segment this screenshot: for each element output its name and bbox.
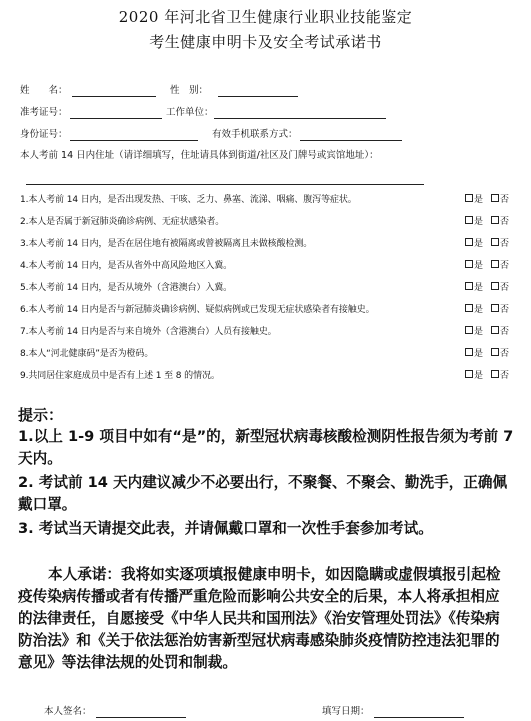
no-option[interactable] xyxy=(491,346,509,359)
checkbox-yes[interactable] xyxy=(465,282,473,290)
tip-item-1: 1.以上 1-9 项目中如有“是”的，新型冠状病毒核酸检测阴性报告须为考前 7 天内。 xyxy=(18,428,514,467)
gender-label: 性 别： xyxy=(170,85,209,96)
checkbox-yes[interactable] xyxy=(465,238,473,246)
no-option[interactable] xyxy=(491,368,509,381)
checkbox-no[interactable] xyxy=(491,238,499,246)
yes-label: 是 xyxy=(474,239,484,249)
yes-label: 是 xyxy=(474,349,484,359)
no-label: 否 xyxy=(500,261,510,271)
title-line-2: 考生健康申明卡及安全考试承诺书 xyxy=(149,33,382,51)
question-2: 2.本人是否属于新冠肺炎确诊病例、无症状感染者。 xyxy=(20,217,225,227)
date-field[interactable] xyxy=(374,717,464,718)
yes-option[interactable] xyxy=(465,258,483,271)
yes-label: 是 xyxy=(474,261,484,271)
checkbox-no[interactable] xyxy=(491,370,499,378)
checkbox-yes[interactable] xyxy=(465,304,473,312)
no-option[interactable] xyxy=(491,302,509,315)
no-option[interactable] xyxy=(491,258,509,271)
no-label: 否 xyxy=(500,305,510,315)
workplace-field[interactable] xyxy=(214,118,386,119)
question-7: 7.本人考前 14 日内是否与来自境外（含港澳台）人员有接触史。 xyxy=(20,327,277,337)
yes-label: 是 xyxy=(474,371,484,381)
question-6: 6.本人考前 14 日内是否与新冠肺炎确诊病例、疑似病例或已发现无症状感染者有接触史。 xyxy=(20,305,375,315)
yes-option[interactable] xyxy=(465,324,483,337)
yes-label: 是 xyxy=(474,305,484,315)
question-8: 8.本人“河北健康码”是否为橙码。 xyxy=(20,349,154,359)
address-label: 本人考前 14 日内住址（请详细填写，住址请具体到街道/社区及门牌号或宾馆地址）： xyxy=(20,150,379,161)
no-option[interactable] xyxy=(491,236,509,249)
yes-label: 是 xyxy=(474,195,484,205)
question-5: 5.本人考前 14 日内，是否从境外（含港澳台）入冀。 xyxy=(20,283,233,293)
checkbox-yes[interactable] xyxy=(465,194,473,202)
gender-field[interactable] xyxy=(218,96,298,97)
name-field[interactable] xyxy=(72,96,156,97)
phone-field[interactable] xyxy=(300,140,402,141)
no-option[interactable] xyxy=(491,280,509,293)
title-line-1: 2020 年河北省卫生健康行业职业技能鉴定 xyxy=(118,8,413,26)
question-4: 4.本人考前 14 日内，是否从省外中高风险地区入冀。 xyxy=(20,261,233,271)
yes-option[interactable] xyxy=(465,214,483,227)
tip-item-3: 3. 考试当天请提交此表，并请佩戴口罩和一次性手套参加考试。 xyxy=(18,520,433,537)
yes-option[interactable] xyxy=(465,280,483,293)
yes-option[interactable] xyxy=(465,192,483,205)
yes-label: 是 xyxy=(474,327,484,337)
signature-label: 本人签名： xyxy=(44,706,92,717)
checkbox-yes[interactable] xyxy=(465,260,473,268)
no-label: 否 xyxy=(500,239,510,249)
checkbox-yes[interactable] xyxy=(465,348,473,356)
id-number-field[interactable] xyxy=(70,140,198,141)
no-label: 否 xyxy=(500,195,510,205)
no-label: 否 xyxy=(500,217,510,227)
signature-field[interactable] xyxy=(96,717,186,718)
address-field[interactable] xyxy=(26,184,424,185)
checkbox-yes[interactable] xyxy=(465,216,473,224)
yes-option[interactable] xyxy=(465,368,483,381)
checkbox-no[interactable] xyxy=(491,304,499,312)
yes-option[interactable] xyxy=(465,302,483,315)
no-option[interactable] xyxy=(491,324,509,337)
no-option[interactable] xyxy=(491,192,509,205)
no-label: 否 xyxy=(500,371,510,381)
no-label: 否 xyxy=(500,349,510,359)
checkbox-no[interactable] xyxy=(491,348,499,356)
exam-id-field[interactable] xyxy=(70,118,162,119)
yes-label: 是 xyxy=(474,283,484,293)
tip-item-2: 2. 考试前 14 天内建议减少不必要出行，不聚餐、不聚会、勤洗手，正确佩戴口罩。 xyxy=(18,474,508,513)
checkbox-yes[interactable] xyxy=(465,326,473,334)
no-option[interactable] xyxy=(491,214,509,227)
workplace-label: 工作单位： xyxy=(166,107,214,118)
question-9: 9.共同居住家庭成员中是否有上述 1 至 8 的情况。 xyxy=(20,371,220,381)
exam-id-label: 准考证号： xyxy=(20,107,68,118)
checkbox-yes[interactable] xyxy=(465,370,473,378)
question-1: 1.本人考前 14 日内，是否出现发热、干咳、乏力、鼻塞、流涕、咽痛、腹泻等症状。 xyxy=(20,195,357,205)
checkbox-no[interactable] xyxy=(491,326,499,334)
phone-label: 有效手机联系方式： xyxy=(212,129,298,140)
yes-option[interactable] xyxy=(465,236,483,249)
name-label: 姓 名： xyxy=(20,85,68,96)
yes-option[interactable] xyxy=(465,346,483,359)
tips-heading: 提示： xyxy=(18,406,64,424)
pledge-text: 本人承诺：我将如实逐项填报健康申明卡，如因隐瞒或虚假填报引起检疫传染病传播或者有传播严重危险而影响公共安全的后果，本人将承担相应的法律责任，自愿接受《中华人民共和国刑法》《治安管理处罚法》《传染病防治法》和《关于依法惩治妨害新型冠状病毒感染肺炎疫情防控违法犯罪的意见》等法律法规的处罚和制裁。 xyxy=(18,566,501,671)
date-label: 填写日期： xyxy=(322,706,370,717)
question-3: 3.本人考前 14 日内，是否在居住地有被隔离或曾被隔离且未做核酸检测。 xyxy=(20,239,313,249)
checkbox-no[interactable] xyxy=(491,282,499,290)
checkbox-no[interactable] xyxy=(491,216,499,224)
no-label: 否 xyxy=(500,327,510,337)
yes-label: 是 xyxy=(474,217,484,227)
no-label: 否 xyxy=(500,283,510,293)
id-number-label: 身份证号： xyxy=(20,129,68,140)
checkbox-no[interactable] xyxy=(491,194,499,202)
checkbox-no[interactable] xyxy=(491,260,499,268)
